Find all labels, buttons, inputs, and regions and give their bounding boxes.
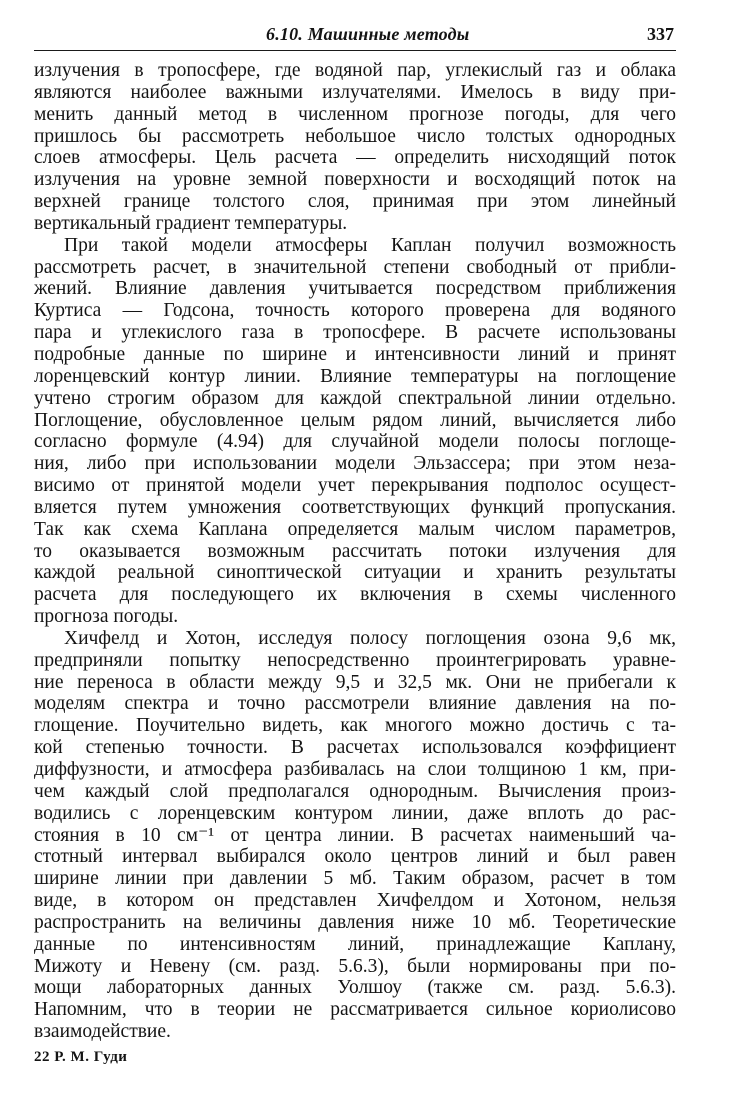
text-line: согласно формуле (4.94) для случайной модели полосы поглоще- bbox=[34, 431, 676, 453]
text-line: излучения в тропосфере, где водяной пар, углекислый газ и облака bbox=[34, 60, 676, 81]
paragraph-1 bbox=[34, 60, 676, 235]
paragraph-2 bbox=[34, 235, 676, 628]
text-line: излучения на уровне земной поверхности и восходящий поток на bbox=[34, 169, 676, 191]
text-line: распространить на величины давления ниже 10 мб. Теоретические bbox=[34, 911, 676, 933]
text-line: пришлось бы рассмотреть небольшое число толстых однородных bbox=[34, 125, 676, 147]
text-line: стояния в 10 см⁻¹ от центра линии. В расчетах наименьший ча- bbox=[34, 824, 676, 846]
text-line: прогноза погоды. bbox=[34, 606, 179, 628]
text-line: предприняли попытку непосредственно проинтегрировать уравне- bbox=[34, 649, 676, 671]
text-line: диффузности, и атмосфера разбивалась на слои толщиною 1 км, при- bbox=[34, 759, 676, 780]
text-line: верхней границе толстого слоя, принимая при этом линейный bbox=[34, 191, 676, 213]
text-line: вляется путем умножения соответствующих функций пропускания. bbox=[34, 496, 676, 518]
text-line: моделям спектра и точно рассмотрели влияние давления на по- bbox=[34, 693, 676, 715]
text-line: мощи лабораторных данных Уолшоу (также см. разд. 5.6.3). bbox=[34, 977, 676, 999]
text-line: менить данный метод в численном прогнозе погоды, для чего bbox=[34, 103, 676, 125]
footer-signature: 22 Р. М. Гуди bbox=[34, 1049, 128, 1065]
text-line: виде, в котором он представлен Хичфелдом и Хотоном, нельзя bbox=[34, 890, 676, 912]
text-line: Хичфелд и Хотон, исследуя полосу поглощения озона 9,6 мк, bbox=[64, 627, 676, 649]
text-line: лоренцевский контур линии. Влияние температуры на поглощение bbox=[34, 365, 676, 387]
text-line: слоев атмосферы. Цель расчета — определить нисходящий поток bbox=[34, 147, 676, 169]
paragraph-3 bbox=[34, 628, 676, 1043]
text-line: кой степенью точности. В расчетах использовался коэффициент bbox=[34, 737, 676, 759]
text-line: ние переноса в области между 9,5 и 32,5 мк. Они не прибегали к bbox=[34, 671, 676, 693]
text-line: глощение. Поучительно видеть, как многого можно достичь с та- bbox=[34, 715, 676, 737]
text-line: Куртиса — Годсона, точность которого проверена для водяного bbox=[34, 300, 676, 322]
text-line: Так как схема Каплана определяется малым числом параметров, bbox=[34, 518, 676, 540]
text-line: каждой реальной синоптической ситуации и хранить результаты bbox=[34, 562, 676, 584]
text-line: рассмотреть расчет, в значительной степени свободный от прибли- bbox=[34, 256, 676, 278]
text-line: взаимодействие. bbox=[34, 1021, 171, 1043]
text-line: водились с лоренцевским контуром линии, даже вплоть до рас- bbox=[34, 802, 676, 824]
text-line: Поглощение, обусловленное целым рядом линий, вычисляется либо bbox=[34, 409, 676, 431]
text-line: то оказывается возможным рассчитать потоки излучения для bbox=[34, 540, 676, 562]
body-text bbox=[34, 60, 676, 1043]
text-line: Напомним, что в теории не рассматривается сильное кориолисово bbox=[34, 999, 676, 1021]
section-title: 6.10. Машинные методы bbox=[266, 24, 470, 44]
text-line: чем каждый слой предполагался однородным. Вычисления произ- bbox=[34, 780, 676, 802]
text-line: жений. Влияние давления учитывается посредством приближения bbox=[34, 278, 676, 300]
text-line: являются наиболее важными излучателями. Имелось в виду при- bbox=[34, 81, 676, 103]
text-line: стотный интервал выбирался около центров линий и был равен bbox=[34, 846, 676, 868]
text-line: учтено строгим образом для каждой спектральной линии отдельно. bbox=[34, 387, 676, 409]
text-line: вертикальный градиент температуры. bbox=[34, 212, 348, 234]
page-number: 337 bbox=[647, 24, 674, 44]
text-line: Мижоту и Невену (см. разд. 5.6.3), были нормированы при по- bbox=[34, 955, 676, 977]
text-line: ния, либо при использовании модели Эльзассера; при этом неза- bbox=[34, 453, 676, 475]
text-line: При такой модели атмосферы Каплан получил возможность bbox=[64, 234, 676, 256]
text-line: подробные данные по ширине и интенсивности линий и принят bbox=[34, 343, 676, 365]
text-line: висимо от принятой модели учет перекрывания подполос осущест- bbox=[34, 475, 676, 497]
text-line: пара и углекислого газа в тропосфере. В расчете использованы bbox=[34, 322, 676, 344]
text-line: ширине линии при давлении 5 мб. Таким образом, расчет в том bbox=[34, 868, 676, 890]
text-line: данные по интенсивностям линий, принадлежащие Каплану, bbox=[34, 933, 676, 955]
text-line: расчета для последующего их включения в схемы численного bbox=[34, 584, 676, 606]
running-head bbox=[34, 24, 676, 51]
